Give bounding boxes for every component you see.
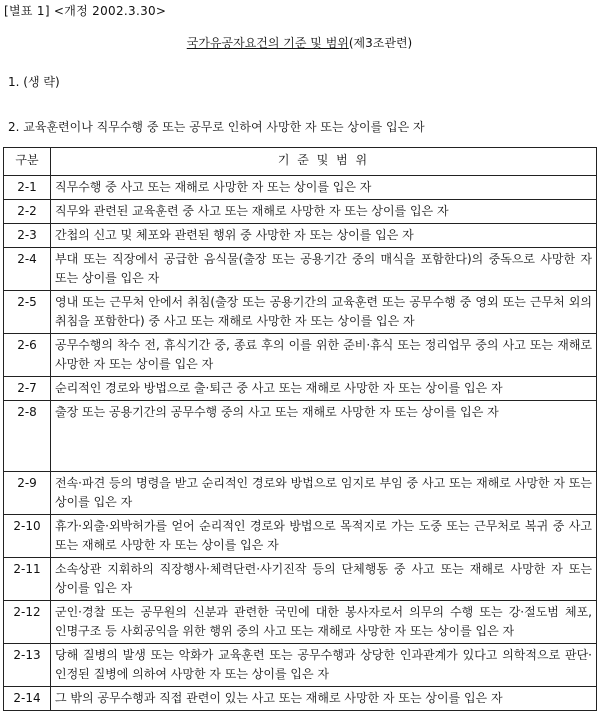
row-description: 전속·파견 등의 명령을 받고 순리적인 경로와 방법으로 임지로 부임 중 사고 또는 재해로 사망한 자 또는 상이를 입은 자	[51, 472, 597, 515]
table-row	[4, 472, 597, 515]
row-description: 공무수행의 착수 전, 휴식기간 중, 종료 후의 이를 위한 준비·휴식 또는 정리업무 중의 사고 또는 재해로 사망한 자 또는 상이를 입은 자	[51, 334, 597, 377]
table-row	[4, 377, 597, 401]
table-row	[4, 515, 597, 558]
table-row	[4, 558, 597, 601]
row-description: 군인·경찰 또는 공무원의 신분과 관련한 국민에 대한 봉사자로서 의무의 수행 또는 강·절도범 체포, 인명구조 등 사회공익을 위한 행위 중의 사고 또는 재해로 사망한 자 또는 상이를 입은 자	[51, 601, 597, 644]
document-title	[0, 34, 599, 51]
row-number: 2-11	[4, 558, 51, 601]
row-number: 2-4	[4, 248, 51, 291]
row-description: 부대 또는 직장에서 공급한 음식물(출장 또는 공용기간 중의 매식을 포함한다)의 중독으로 사망한 자 또는 상이를 입은 자	[51, 248, 597, 291]
table-row	[4, 601, 597, 644]
row-number: 2-9	[4, 472, 51, 515]
row-number: 2-7	[4, 377, 51, 401]
row-number: 2-5	[4, 291, 51, 334]
row-number: 2-12	[4, 601, 51, 644]
row-description: 순리적인 경로와 방법으로 출·퇴근 중 사고 또는 재해로 사망한 자 또는 상이를 입은 자	[51, 377, 597, 401]
row-number: 2-14	[4, 687, 51, 711]
table-row	[4, 687, 597, 711]
row-description: 출장 또는 공용기간의 공무수행 중의 사고 또는 재해로 사망한 자 또는 상이를 입은 자	[51, 401, 597, 472]
section-2-heading: 2. 교육훈련이나 직무수행 중 또는 공무로 인하여 사망한 자 또는 상이를 입은 자	[8, 120, 425, 134]
row-number: 2-13	[4, 644, 51, 687]
table-row	[4, 176, 597, 200]
row-description: 간첩의 신고 및 체포와 관련된 행위 중 사망한 자 또는 상이를 입은 자	[51, 224, 597, 248]
row-description: 직무수행 중 사고 또는 재해로 사망한 자 또는 상이를 입은 자	[51, 176, 597, 200]
appendix-reference: [별표 1] <개정 2002.3.30>	[4, 4, 167, 18]
row-number: 2-2	[4, 200, 51, 224]
section-1-heading: 1. (생 략)	[8, 75, 60, 89]
title-suffix: (제3조관련)	[348, 36, 413, 50]
row-number: 2-8	[4, 401, 51, 472]
row-number: 2-6	[4, 334, 51, 377]
row-description: 그 밖의 공무수행과 직접 관련이 있는 사고 또는 재해로 사망한 자 또는 상이를 입은 자	[51, 687, 597, 711]
table-row	[4, 248, 597, 291]
table-row	[4, 291, 597, 334]
table-header-row	[4, 148, 597, 176]
table-row	[4, 644, 597, 687]
row-number: 2-3	[4, 224, 51, 248]
table-row	[4, 401, 597, 472]
table-row	[4, 200, 597, 224]
header-category: 구분	[4, 148, 51, 176]
row-description: 휴가·외출·외박허가를 얻어 순리적인 경로와 방법으로 목적지로 가는 도중 또는 근무처로 복귀 중 사고 또는 재해로 사망한 자 또는 상이를 입은 자	[51, 515, 597, 558]
row-number: 2-1	[4, 176, 51, 200]
criteria-table	[3, 147, 597, 711]
title-main: 국가유공자요건의 기준 및 범위	[186, 36, 349, 50]
row-description: 당해 질병의 발생 또는 악화가 교육훈련 또는 공무수행과 상당한 인과관계가 있다고 의학적으로 판단·인정된 질병에 의하여 사망한 자 또는 상이를 입은 자	[51, 644, 597, 687]
table-row	[4, 224, 597, 248]
table-row	[4, 334, 597, 377]
row-description: 직무와 관련된 교육훈련 중 사고 또는 재해로 사망한 자 또는 상이를 입은 자	[51, 200, 597, 224]
row-description: 영내 또는 근무처 안에서 취침(출장 또는 공용기간의 교육훈련 또는 공무수행 중 영외 또는 근무처 외의 취침을 포함한다) 중 사고 또는 재해로 사망한 자 또는 상이를 입은 자	[51, 291, 597, 334]
header-criteria: 기 준 및 범 위	[51, 148, 597, 176]
row-number: 2-10	[4, 515, 51, 558]
row-description: 소속상관 지휘하의 직장행사·체력단련·사기진작 등의 단체행동 중 사고 또는 재해로 사망한 자 또는 상이를 입은 자	[51, 558, 597, 601]
